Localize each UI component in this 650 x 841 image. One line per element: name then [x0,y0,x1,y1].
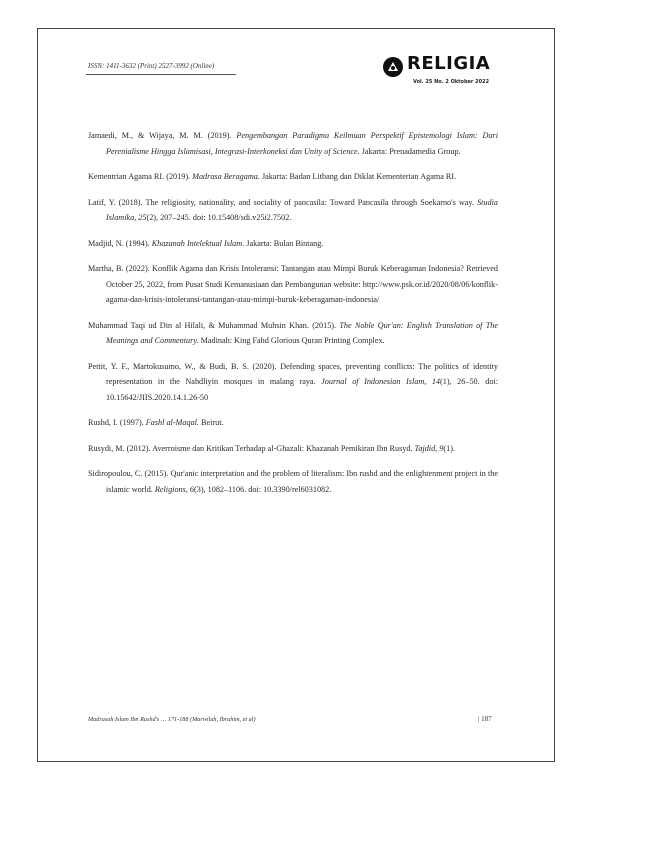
reference-entry: Rusydi, M. (2012). Averroisme dan Kritikan Terhadap al-Ghazali: Khazanah Pemikiran Ibn Rusyd. Tajdid, 9(1). [88,443,455,453]
volume-info: Vol. 25 No. 2 Oktober 2022 [413,79,490,85]
running-footer: Madrasah Islam Ibn Rushd's … 171-188 (Marwilah, Ibrahim, et al) [88,716,256,723]
reference-entry: Madjid, N. (1994). Khazanah Intelektual Islam. Jakarta: Bulan Bintang. [88,238,324,248]
reference-entry: Martha, B. (2022). Konflik Agama dan Krisis Intoleransi: Tantangan atau Mimpi Buruk Keberagaman Indonesia? Retrieved October 25, 2022, from Pusat Studi Kemanusiaan dan Pembangunan website: http://www.psk.or.id/2020/08/06/konflik-agama-dan-krisis-intoleransi-tantangan-atau-mimpi-buruk-keberagaman-indonesia/ [88,264,498,304]
reference-entry: Sidiropoulou, C. (2015). Qur'anic interpretation and the problem of literalism: Ibn rushd and the enlightenment project in the islamic world. Religions, 6(3), 1082–1106. doi: 10.3390/rel6031082. [88,469,498,494]
reference-entry: Latif, Y. (2018). The religiosity, nationality, and sociality of pancasila: Toward Pancasila through Soekarno's way. Studia Islamika, 25(2), 207–245. doi: 10.15408/sdi.v25i2.7502. [88,197,498,222]
logo-wordmark: RELIGIA [407,53,491,74]
page-number: | 187 [478,715,492,723]
journal-logo [382,54,502,94]
reference-entry: Muhammad Taqi ud Din al Hilali, & Muhammad Muhsin Khan. (2015). The Noble Qur'an: English Translation of The Meanings and Commentary. Madinah: King Fahd Glorious Quran Printing Complex. [88,320,498,345]
reference-entry: Jamaedi, M., & Wijaya, M. M. (2019). Pengembangan Paradigma Keilmuan Perspektif Epistemologi Islam: Dari Perenialisme Hingga Islamisasi, Integrasi-Interkoneksi dan Unity of Science. Jakarta: Prenadamedia Group. [88,131,498,156]
issn-underline [86,74,236,75]
reference-list [88,128,498,507]
issn-text: ISSN: 1411-3632 (Print) 2527-3992 (Online) [88,62,215,70]
reference-entry: Pettit, Y. F., Martokusumo, W., & Budi, B. S. (2020). Defending spaces, preventing conflicts: The politics of identity representation in the Nahdliyin mosques in malang raya. Journal of Indonesian Islam, 14(1), 26–50. doi: 10.15642/JIIS.2020.14.1.26-50 [88,361,498,402]
reference-entry: Kementrian Agama RI. (2019). Madrasa Beragama. Jakarta: Badan Litbang dan Diklat Kementerian Agama RI. [88,172,457,181]
reference-entry: Rushd, I. (1997). Fashl al-Maqal. Beirut. [88,418,224,427]
religia-logo-icon [382,56,404,78]
